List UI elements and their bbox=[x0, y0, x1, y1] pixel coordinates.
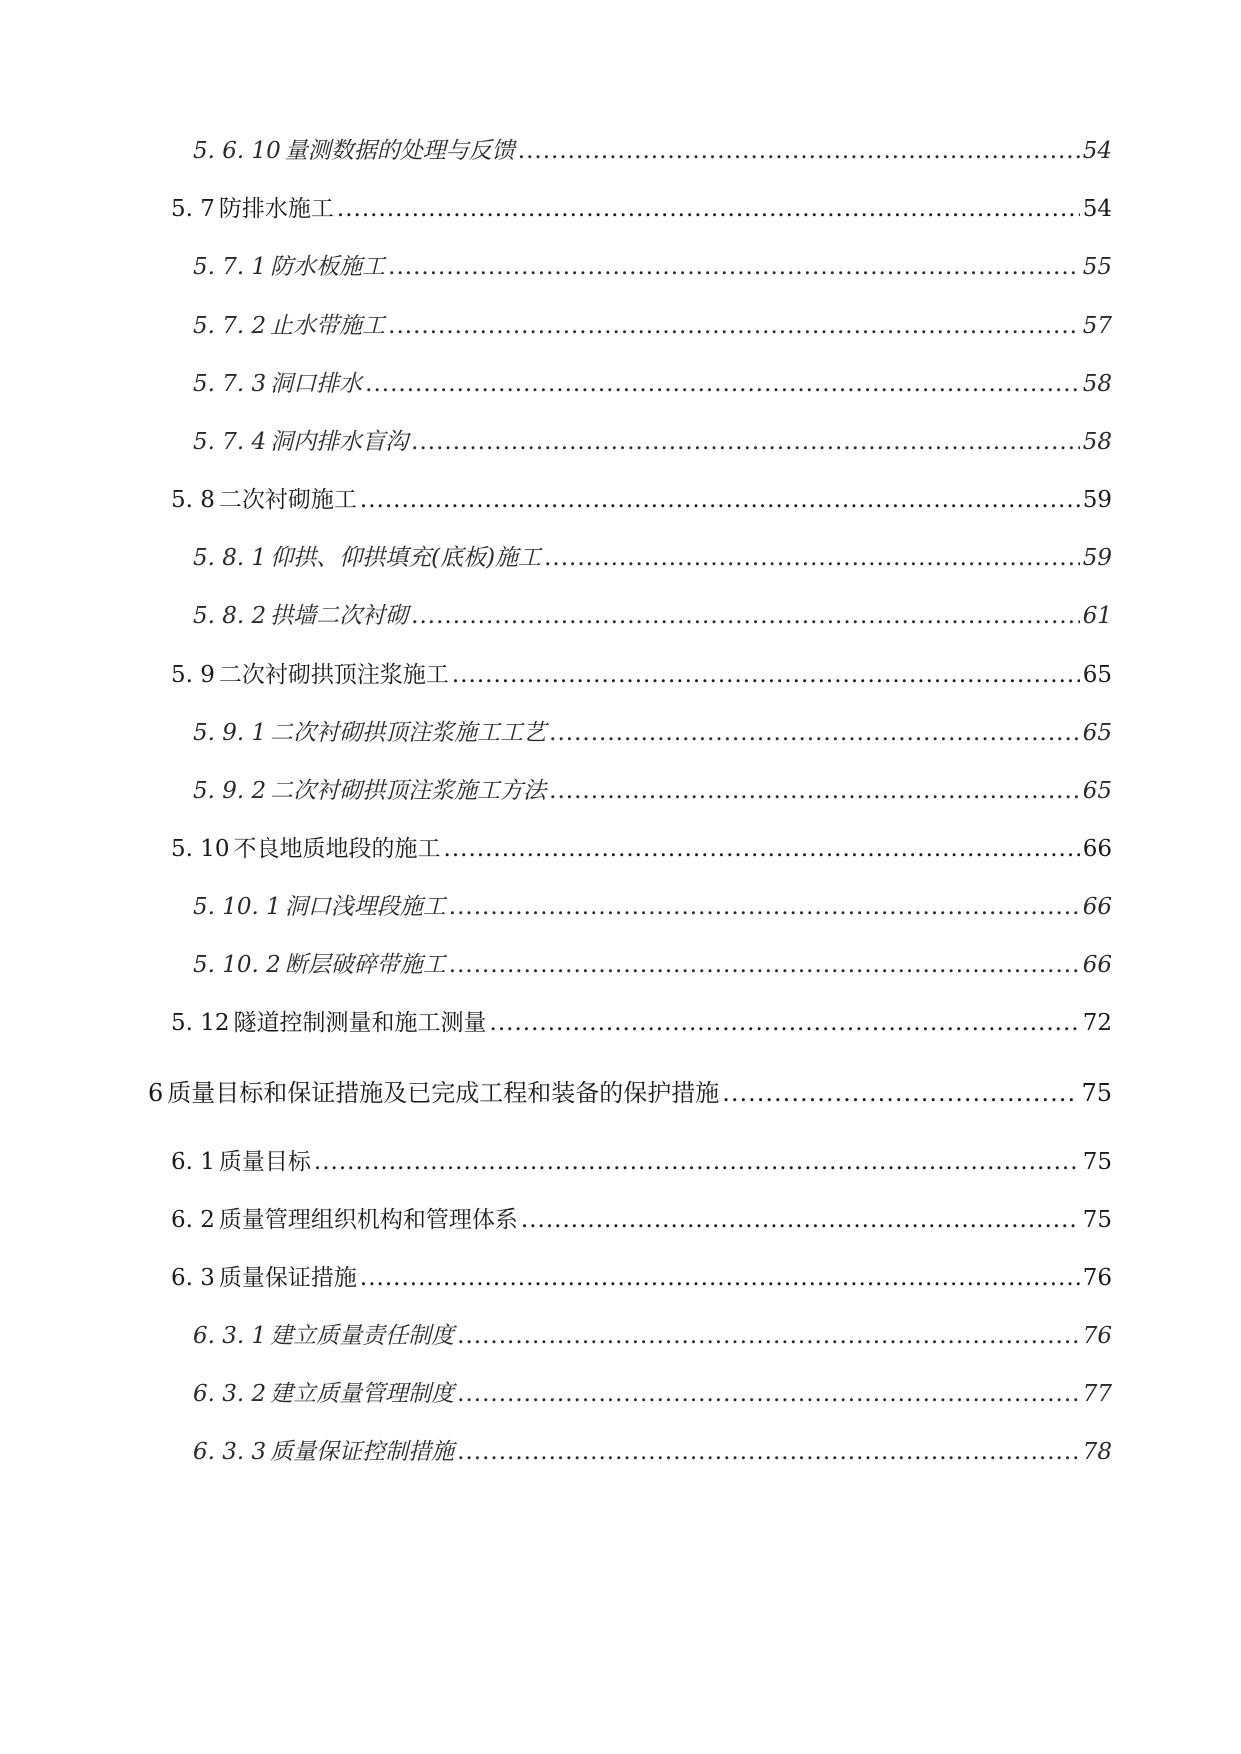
toc-dot-leader bbox=[452, 658, 1080, 692]
toc-dot-leader bbox=[388, 309, 1080, 343]
toc-title: 断层破碎带施工 bbox=[284, 952, 446, 978]
toc-entry-5-9[interactable] bbox=[171, 658, 1112, 692]
toc-number: 5. 9 bbox=[171, 662, 215, 688]
toc-entry-5-7[interactable] bbox=[171, 192, 1112, 226]
toc-title: 建立质量管理制度 bbox=[270, 1381, 455, 1407]
toc-title: 二次衬砌拱顶注浆施工 bbox=[218, 662, 449, 688]
toc-page-number: 76 bbox=[1082, 1265, 1112, 1291]
toc-dot-leader bbox=[337, 192, 1080, 226]
toc-entry-6-3-3[interactable] bbox=[193, 1435, 1112, 1469]
toc-entry-5-10-1[interactable] bbox=[193, 890, 1112, 924]
toc-entry-5-12[interactable] bbox=[171, 1006, 1112, 1040]
toc-page-number: 65 bbox=[1082, 720, 1112, 746]
toc-number: 5. 7. 4 bbox=[193, 429, 267, 455]
toc-title: 二次衬砌拱顶注浆施工方法 bbox=[270, 778, 547, 804]
toc-number: 5. 10. 1 bbox=[193, 894, 281, 920]
toc-entry-5-10[interactable] bbox=[171, 832, 1112, 866]
toc-page-number: 59 bbox=[1082, 545, 1112, 571]
toc-dot-leader bbox=[314, 1145, 1080, 1179]
toc-entry-5-7-2[interactable] bbox=[193, 309, 1112, 343]
toc-entry-6[interactable] bbox=[148, 1076, 1112, 1110]
toc-number: 5. 6. 10 bbox=[193, 138, 281, 164]
toc-entry-6-3-1[interactable] bbox=[193, 1319, 1112, 1353]
toc-dot-leader bbox=[449, 890, 1080, 924]
toc-entry-5-8-2[interactable] bbox=[193, 599, 1112, 633]
toc-number: 5. 9. 2 bbox=[193, 778, 267, 804]
toc-title: 质量目标 bbox=[218, 1149, 311, 1175]
toc-dot-leader bbox=[411, 599, 1080, 633]
toc-page-number: 54 bbox=[1082, 138, 1112, 164]
toc-title: 防排水施工 bbox=[218, 196, 334, 222]
toc-title: 质量保证控制措施 bbox=[270, 1439, 455, 1465]
toc-dot-leader bbox=[360, 483, 1080, 517]
toc-number: 5. 7. 3 bbox=[193, 371, 267, 397]
toc-number: 6 bbox=[148, 1079, 164, 1107]
toc-page-number: 75 bbox=[1082, 1149, 1112, 1175]
toc-dot-leader bbox=[521, 1203, 1080, 1237]
toc-entry-6-1[interactable] bbox=[171, 1145, 1112, 1179]
toc-title: 质量目标和保证措施及已完成工程和装备的保护措施 bbox=[167, 1079, 720, 1107]
toc-dot-leader bbox=[388, 250, 1080, 284]
toc-page-number: 57 bbox=[1082, 313, 1112, 339]
toc-entry-5-6-10[interactable] bbox=[193, 134, 1112, 168]
toc-number: 5. 8 bbox=[171, 487, 215, 513]
toc-dot-leader bbox=[518, 134, 1080, 168]
toc-entry-5-8-1[interactable] bbox=[193, 541, 1112, 575]
toc-dot-leader bbox=[411, 425, 1080, 459]
toc-number: 6. 3 bbox=[171, 1265, 215, 1291]
toc-number: 5. 7. 2 bbox=[193, 313, 267, 339]
toc-dot-leader bbox=[549, 716, 1080, 750]
toc-number: 5. 8. 2 bbox=[193, 603, 267, 629]
toc-dot-leader bbox=[544, 541, 1080, 575]
toc-number: 5. 10. 2 bbox=[193, 952, 281, 978]
toc-page-number: 54 bbox=[1082, 196, 1112, 222]
toc-entry-5-7-1[interactable] bbox=[193, 250, 1112, 284]
toc-entry-6-3-2[interactable] bbox=[193, 1377, 1112, 1411]
toc-page-number: 77 bbox=[1082, 1381, 1112, 1407]
toc-number: 5. 7 bbox=[171, 196, 215, 222]
toc-dot-leader bbox=[549, 774, 1080, 808]
toc-page-number: 58 bbox=[1082, 429, 1112, 455]
toc-entry-5-10-2[interactable] bbox=[193, 948, 1112, 982]
toc-title: 质量保证措施 bbox=[218, 1265, 357, 1291]
toc-title: 防水板施工 bbox=[270, 254, 386, 280]
toc-number: 5. 10 bbox=[171, 836, 230, 862]
toc-entry-5-7-4[interactable] bbox=[193, 425, 1112, 459]
toc-title: 洞口浅埋段施工 bbox=[284, 894, 446, 920]
toc-page-number: 75 bbox=[1082, 1207, 1112, 1233]
toc-page-number: 66 bbox=[1082, 952, 1112, 978]
toc-dot-leader bbox=[457, 1377, 1080, 1411]
toc-page-number: 58 bbox=[1082, 371, 1112, 397]
toc-page-number: 66 bbox=[1082, 836, 1112, 862]
toc-number: 5. 8. 1 bbox=[193, 545, 267, 571]
toc-dot-leader bbox=[360, 1261, 1080, 1295]
toc-title: 量测数据的处理与反馈 bbox=[284, 138, 515, 164]
toc-title: 二次衬砌拱顶注浆施工工艺 bbox=[270, 720, 547, 746]
toc-entry-5-7-3[interactable] bbox=[193, 367, 1112, 401]
toc-number: 6. 1 bbox=[171, 1149, 215, 1175]
toc-title: 仰拱、仰拱填充(底板)施工 bbox=[270, 545, 542, 571]
toc-dot-leader bbox=[444, 832, 1080, 866]
toc-page-number: 65 bbox=[1082, 662, 1112, 688]
toc-title: 二次衬砌施工 bbox=[218, 487, 357, 513]
toc-dot-leader bbox=[457, 1435, 1080, 1469]
toc-dot-leader bbox=[490, 1006, 1080, 1040]
toc-number: 5. 9. 1 bbox=[193, 720, 267, 746]
toc-page-number: 65 bbox=[1082, 778, 1112, 804]
toc-number: 5. 12 bbox=[171, 1010, 230, 1036]
toc-page-number: 61 bbox=[1082, 603, 1112, 629]
toc-title: 洞口排水 bbox=[270, 371, 363, 397]
toc-page-number: 55 bbox=[1082, 254, 1112, 280]
toc-title: 建立质量责任制度 bbox=[270, 1323, 455, 1349]
toc-number: 6. 3. 3 bbox=[193, 1439, 267, 1465]
toc-entry-5-8[interactable] bbox=[171, 483, 1112, 517]
toc-dot-leader bbox=[722, 1076, 1078, 1110]
toc-title: 隧道控制测量和施工测量 bbox=[233, 1010, 487, 1036]
toc-dot-leader bbox=[457, 1319, 1080, 1353]
toc-title: 不良地质地段的施工 bbox=[233, 836, 441, 862]
toc-page-number: 66 bbox=[1082, 894, 1112, 920]
toc-page-number: 72 bbox=[1082, 1010, 1112, 1036]
toc-number: 6. 2 bbox=[171, 1207, 215, 1233]
toc-number: 6. 3. 1 bbox=[193, 1323, 267, 1349]
toc-dot-leader bbox=[365, 367, 1080, 401]
toc-entry-6-3[interactable] bbox=[171, 1261, 1112, 1295]
toc-page-number: 75 bbox=[1081, 1079, 1112, 1107]
toc-number: 6. 3. 2 bbox=[193, 1381, 267, 1407]
toc-page-number: 78 bbox=[1082, 1439, 1112, 1465]
toc-entry-5-9-2[interactable] bbox=[193, 774, 1112, 808]
toc-title: 止水带施工 bbox=[270, 313, 386, 339]
toc-title: 质量管理组织机构和管理体系 bbox=[218, 1207, 518, 1233]
toc-title: 洞内排水盲沟 bbox=[270, 429, 409, 455]
toc-page-number: 76 bbox=[1082, 1323, 1112, 1349]
toc-number: 5. 7. 1 bbox=[193, 254, 267, 280]
toc-title: 拱墙二次衬砌 bbox=[270, 603, 409, 629]
toc-entry-5-9-1[interactable] bbox=[193, 716, 1112, 750]
toc-page-number: 59 bbox=[1082, 487, 1112, 513]
toc-dot-leader bbox=[449, 948, 1080, 982]
toc-entry-6-2[interactable] bbox=[171, 1203, 1112, 1237]
